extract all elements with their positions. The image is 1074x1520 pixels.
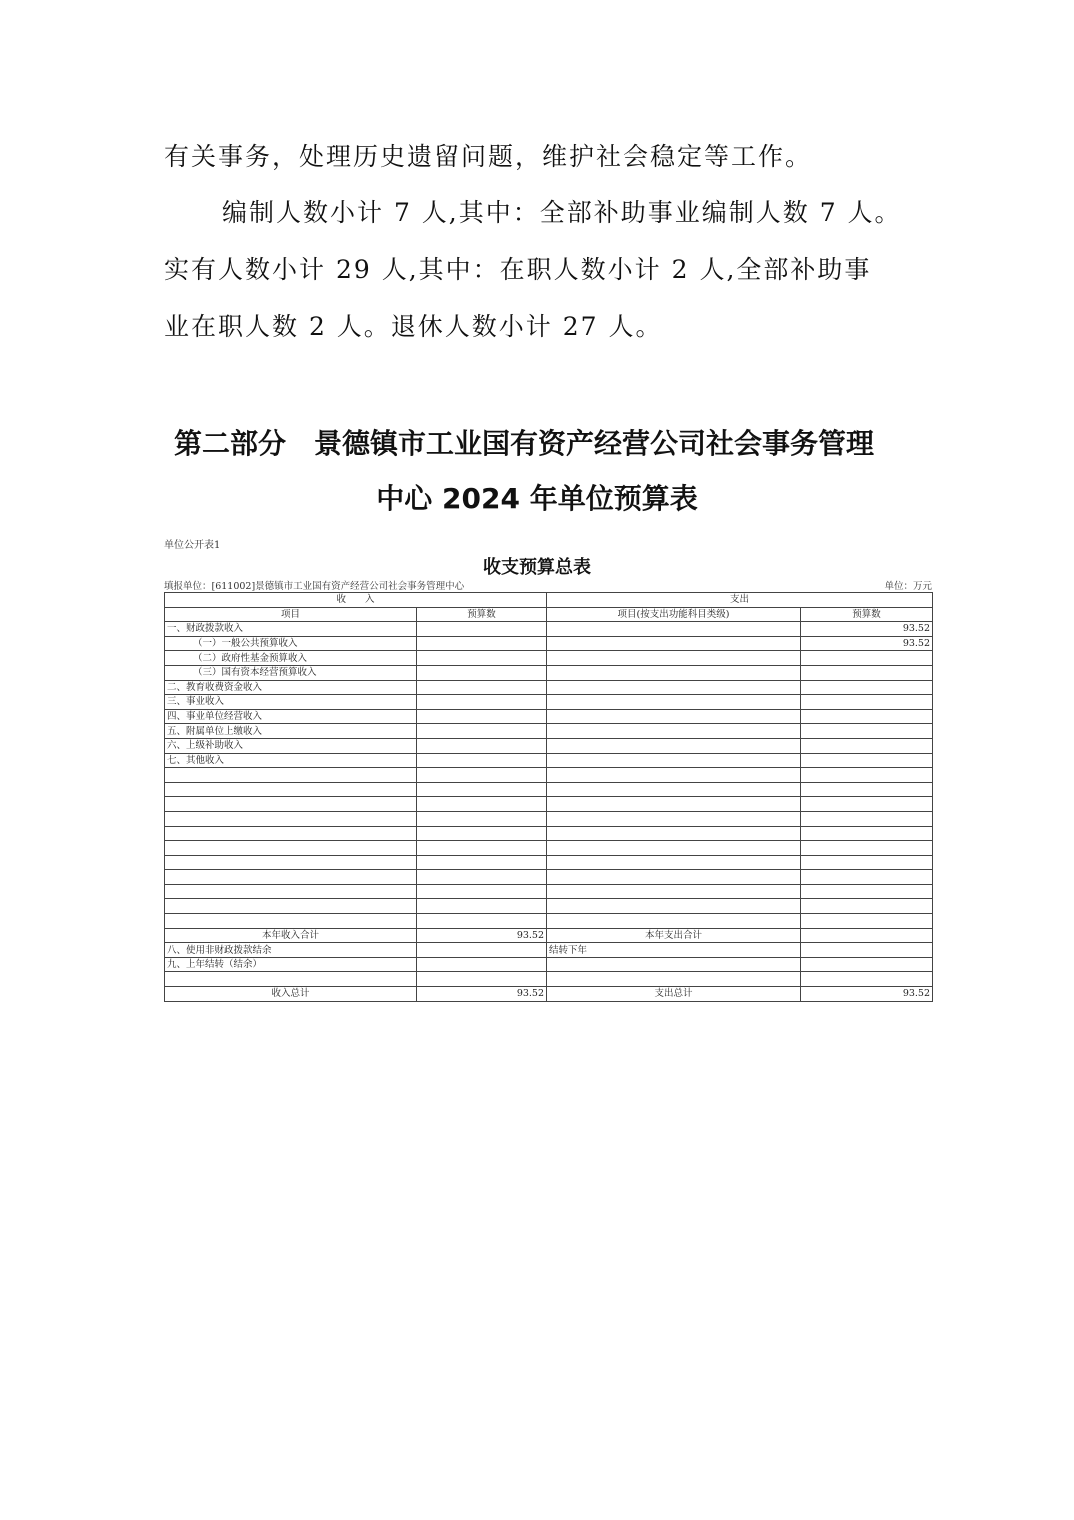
income-item-label: 四、事业单位经营收入 (165, 709, 417, 724)
table-row (165, 811, 933, 826)
row9-label: 九、上年结转（结余） (165, 957, 417, 972)
table-row (165, 972, 933, 987)
expense-item-value (801, 753, 933, 768)
total-row (165, 928, 933, 943)
table-row (165, 622, 933, 637)
expense-item-value (801, 651, 933, 666)
income-item-label: （二）政府性基金预算收入 (165, 651, 417, 666)
income-item-value (417, 651, 547, 666)
income-item-label: 六、上级补助收入 (165, 738, 417, 753)
total-income-value: 93.52 (417, 928, 547, 943)
expense-item-value (801, 738, 933, 753)
expense-item-label (547, 724, 801, 739)
expense-item-value: 93.52 (801, 622, 933, 637)
table-row (165, 738, 933, 753)
col-expense-budget-header: 预算数 (801, 607, 933, 622)
grand-expense-label: 支出总计 (547, 987, 801, 1002)
section-heading: 中心 2024 年单位预算表 (376, 482, 698, 515)
income-item-value (417, 636, 547, 651)
col-item-header: 项目 (165, 607, 417, 622)
body-paragraph-line: 实有人数小计 29 人,其中：在职人数小计 2 人,全部补助事 (164, 255, 872, 284)
body-paragraph-line: 业在职人数 2 人。退休人数小计 27 人。 (164, 312, 663, 341)
table-row (165, 782, 933, 797)
income-header: 收 入 (165, 593, 547, 608)
table-row (165, 753, 933, 768)
expense-item-label (547, 622, 801, 637)
unit-label: 单位：万元 (884, 581, 932, 592)
expense-item-label (547, 753, 801, 768)
table-row (165, 636, 933, 651)
table-subheader-row (165, 607, 933, 622)
expense-item-value (801, 724, 933, 739)
table-header-row (165, 593, 933, 608)
table-row (165, 695, 933, 710)
table-row (165, 826, 933, 841)
expense-item-value: 93.52 (801, 636, 933, 651)
total-income-label: 本年收入合计 (165, 928, 417, 943)
table-row (165, 870, 933, 885)
grand-income-value: 93.52 (417, 987, 547, 1002)
income-item-value (417, 753, 547, 768)
table-row (165, 768, 933, 783)
income-item-value (417, 622, 547, 637)
expense-item-label (547, 738, 801, 753)
total-expense-value (801, 928, 933, 943)
expense-item-label (547, 636, 801, 651)
income-item-value (417, 680, 547, 695)
table-row (165, 899, 933, 914)
expense-item-label (547, 651, 801, 666)
table-row (165, 665, 933, 680)
expense-item-value (801, 665, 933, 680)
table-row (165, 709, 933, 724)
table-row (165, 680, 933, 695)
table-row (165, 914, 933, 929)
income-item-value (417, 738, 547, 753)
table-row (165, 855, 933, 870)
table-title: 收支预算总表 (483, 557, 591, 578)
expense-item-value (801, 695, 933, 710)
income-item-label: 三、事业收入 (165, 695, 417, 710)
total-expense-label: 本年支出合计 (547, 928, 801, 943)
expense-item-value (801, 680, 933, 695)
row8-expense-label: 结转下年 (547, 943, 801, 958)
income-item-label: 五、附属单位上缴收入 (165, 724, 417, 739)
expense-item-label (547, 665, 801, 680)
grand-total-row (165, 987, 933, 1002)
table-row (165, 943, 933, 958)
col-expense-item-header: 项目(按支出功能科目类级) (547, 607, 801, 622)
budget-table (164, 592, 933, 1002)
income-item-label: 一、财政拨款收入 (165, 622, 417, 637)
income-item-label: 二、教育收费资金收入 (165, 680, 417, 695)
income-item-value (417, 695, 547, 710)
expense-item-label (547, 695, 801, 710)
reporting-unit: 填报单位：[611002]景德镇市工业国有资产经营公司社会事务管理中心 (164, 581, 465, 592)
expense-header: 支出 (547, 593, 933, 608)
income-item-value (417, 724, 547, 739)
expense-item-label (547, 680, 801, 695)
table-row (165, 651, 933, 666)
income-item-value (417, 665, 547, 680)
row8-label: 八、使用非财政拨款结余 (165, 943, 417, 958)
expense-item-label (547, 709, 801, 724)
col-budget-header: 预算数 (417, 607, 547, 622)
income-item-value (417, 709, 547, 724)
expense-item-value (801, 709, 933, 724)
table-row (165, 797, 933, 812)
income-item-label: 七、其他收入 (165, 753, 417, 768)
grand-expense-value: 93.52 (801, 987, 933, 1002)
body-paragraph-line: 编制人数小计 7 人,其中：全部补助事业编制人数 7 人。 (222, 198, 902, 227)
table-row (165, 724, 933, 739)
grand-income-label: 收入总计 (165, 987, 417, 1002)
income-item-label: （一）一般公共预算收入 (165, 636, 417, 651)
table-number: 单位公开表1 (164, 540, 221, 551)
table-row (165, 884, 933, 899)
table-row (165, 841, 933, 856)
body-paragraph-line: 有关事务，处理历史遗留问题，维护社会稳定等工作。 (164, 142, 813, 171)
income-item-label: （三）国有资本经营预算收入 (165, 665, 417, 680)
section-heading: 第二部分 景德镇市工业国有资产经营公司社会事务管理 (174, 427, 875, 460)
table-row (165, 957, 933, 972)
